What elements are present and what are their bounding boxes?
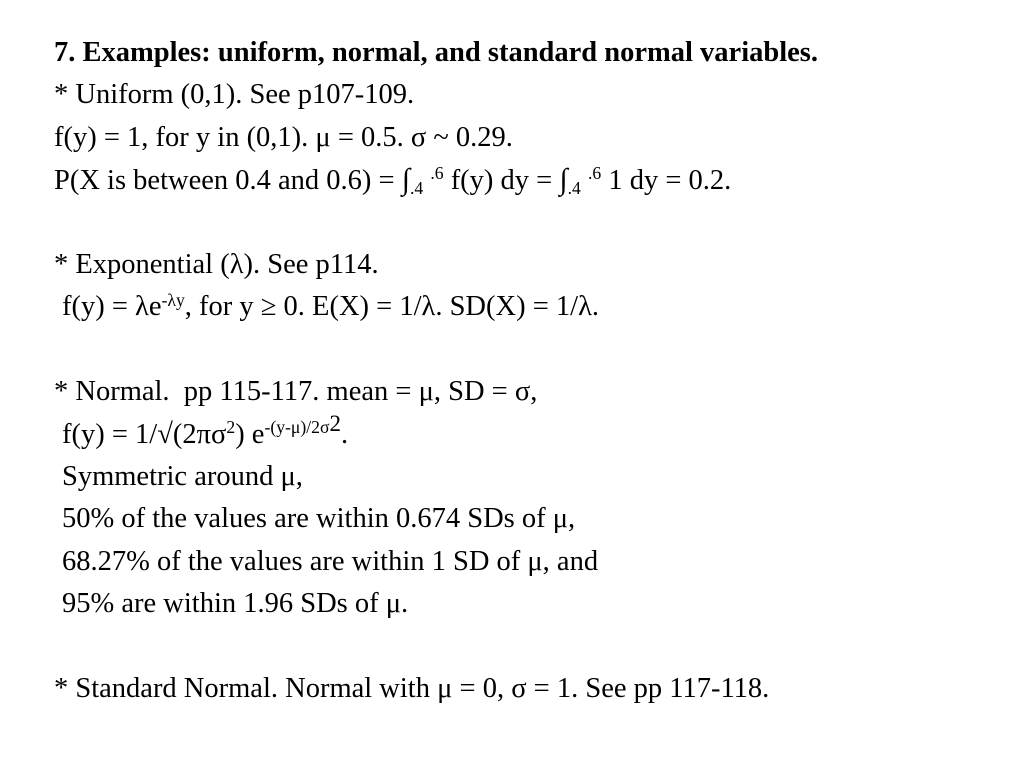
integral-lower-limit: .4 [409,178,424,199]
integral-sign: ∫ [401,163,410,197]
normal-exp-square: 2 [329,410,342,436]
integral-sign: ∫ [559,163,568,197]
spacer [54,202,1014,244]
normal-exp-text: -(y-μ)/2σ [264,416,330,437]
uniform-prob-lead: P(X is between 0.4 and 0.6) = [54,165,402,197]
integral-upper-limit: .6 [430,163,444,184]
integral-lower-limit: .4 [567,178,581,199]
normal-fact: Symmetric around μ, [62,460,303,492]
standard-normal-heading: * Standard Normal. Normal with μ = 0, σ = 1. See pp 117-118. [54,672,770,704]
normal-pdf [54,410,1014,456]
uniform-prob-tail: 1 dy = 0.2. [601,165,732,197]
exp-pdf-lead: f(y) = λe [62,291,162,323]
exponential-heading: * Exponential (λ). See p114. [54,248,379,280]
normal-heading: * Normal. pp 115-117. mean = μ, SD = σ, [54,376,538,408]
normal-fact: 95% are within 1.96 SDs of μ. [62,588,409,620]
slide-title: 7. Examples: uniform, normal, and standard normal variables. [54,37,819,68]
normal-pdf-lead: f(y) = 1/√(2πσ [62,418,227,450]
spacer [54,329,1014,371]
normal-pdf-exponent [264,410,342,437]
exp-pdf-exponent: -λy [161,289,185,310]
uniform-probability [54,159,1014,201]
spacer [54,625,1014,667]
normal-pdf-mid: ) e [235,418,265,450]
integral-upper-limit: .6 [587,163,602,184]
exponential-pdf [54,286,1014,328]
slide-body [54,32,1014,710]
normal-fact: 68.27% of the values are within 1 SD of μ, and [62,545,599,577]
uniform-heading: * Uniform (0,1). See p107-109. [54,79,415,111]
normal-pdf-square: 2 [226,416,236,437]
uniform-pdf: f(y) = 1, for y in (0,1). μ = 0.5. σ ~ 0.29. [54,121,513,153]
normal-pdf-end: . [341,418,349,450]
uniform-prob-mid: f(y) dy = [443,165,560,197]
normal-fact: 50% of the values are within 0.674 SDs of μ, [62,503,576,535]
exp-pdf-tail: , for y ≥ 0. E(X) = 1/λ. SD(X) = 1/λ. [184,291,600,323]
